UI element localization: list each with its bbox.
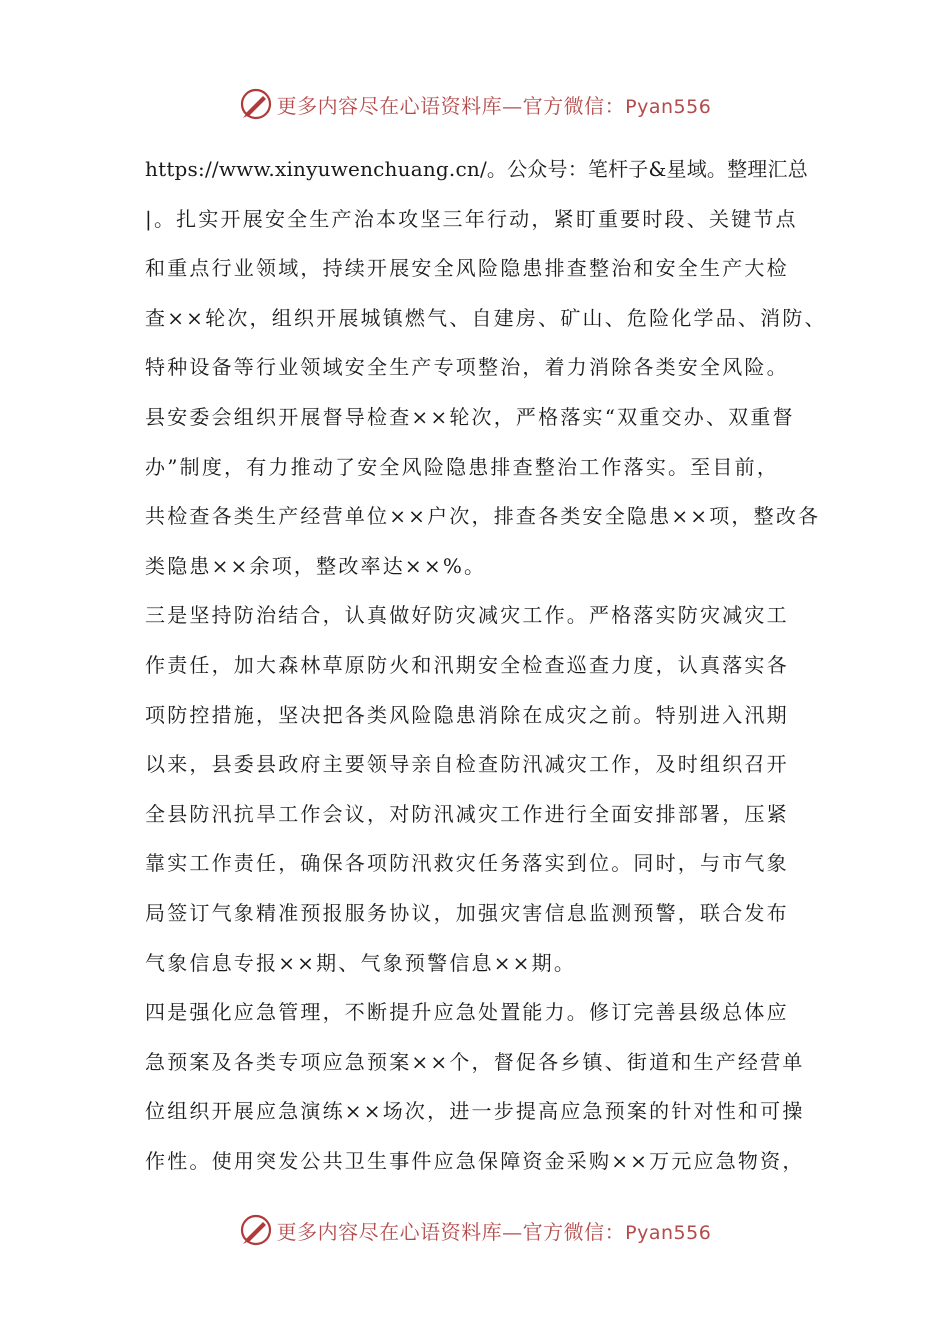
text-line: 特种设备等行业领域安全生产专项整治，着力消除各类安全风险。 xyxy=(145,355,789,380)
text-line: |。扎实开展安全生产治本攻坚三年行动，紧盯重要时段、关键节点 xyxy=(145,206,798,231)
pen-logo-icon xyxy=(239,87,273,121)
document-body xyxy=(145,145,827,1186)
text-line: 气象信息专报××期、气象预警信息××期。 xyxy=(145,950,577,975)
wechat-id: Pyan556 xyxy=(625,1221,712,1244)
banner-text: 更多内容尽在心语资料库—官方微信：Pyan556 xyxy=(276,93,712,118)
text-line: 作性。使用突发公共卫生事件应急保障资金采购××万元应急物资， xyxy=(145,1148,805,1173)
text-line: 办”制度，有力推动了安全风险隐患排查整治工作落实。至目前， xyxy=(145,454,780,479)
text-line: 共检查各类生产经营单位××户次，排查各类安全隐患××项，整改各 xyxy=(145,504,821,529)
pen-logo-icon xyxy=(239,1213,273,1247)
footer-banner xyxy=(0,1210,950,1250)
banner-text: 更多内容尽在心语资料库—官方微信：Pyan556 xyxy=(276,1219,712,1244)
text-line: 靠实工作责任，确保各项防汛救灾任务落实到位。同时，与市气象 xyxy=(145,851,789,876)
text-line: 类隐患××余项，整改率达××%。 xyxy=(145,553,487,578)
text-line: 四是强化应急管理，不断提升应急处置能力。修订完善县级总体应 xyxy=(145,1000,789,1025)
paragraph-2 xyxy=(145,591,815,988)
paragraph-3 xyxy=(145,988,815,1186)
text-line: 位组织开展应急演练××场次，进一步提高应急预案的针对性和可操 xyxy=(145,1099,805,1124)
text-line: 县安委会组织开展督导检查××轮次，严格落实“双重交办、双重督 xyxy=(145,404,795,429)
text-line: 作责任，加大森林草原防火和汛期安全检查巡查力度，认真落实各 xyxy=(145,652,789,677)
text-line: 全县防汛抗旱工作会议，对防汛减灾工作进行全面安排部署，压紧 xyxy=(145,801,789,826)
text-line: 查××轮次，组织开展城镇燃气、自建房、矿山、危险化学品、消防、 xyxy=(145,305,827,330)
paragraph-1 xyxy=(145,145,827,591)
text-line: 三是坚持防治结合，认真做好防灾减灾工作。严格落实防灾减灾工 xyxy=(145,603,789,628)
text-line: 局签订气象精准预报服务协议，加强灾害信息监测预警，联合发布 xyxy=(145,900,789,925)
text-line: 和重点行业领域，持续开展安全风险隐患排查整治和安全生产大检 xyxy=(145,256,789,281)
text-line: https://www.xinyuwenchuang.cn/。公众号：笔杆子&星域。整理汇总 xyxy=(145,157,808,181)
wechat-id: Pyan556 xyxy=(625,95,712,118)
text-line: 急预案及各类专项应急预案××个，督促各乡镇、街道和生产经营单 xyxy=(145,1049,805,1074)
text-line: 项防控措施，坚决把各类风险隐患消除在成灾之前。特别进入汛期 xyxy=(145,702,789,727)
header-banner xyxy=(0,84,950,124)
text-line: 以来，县委县政府主要领导亲自检查防汛减灾工作，及时组织召开 xyxy=(145,752,789,777)
